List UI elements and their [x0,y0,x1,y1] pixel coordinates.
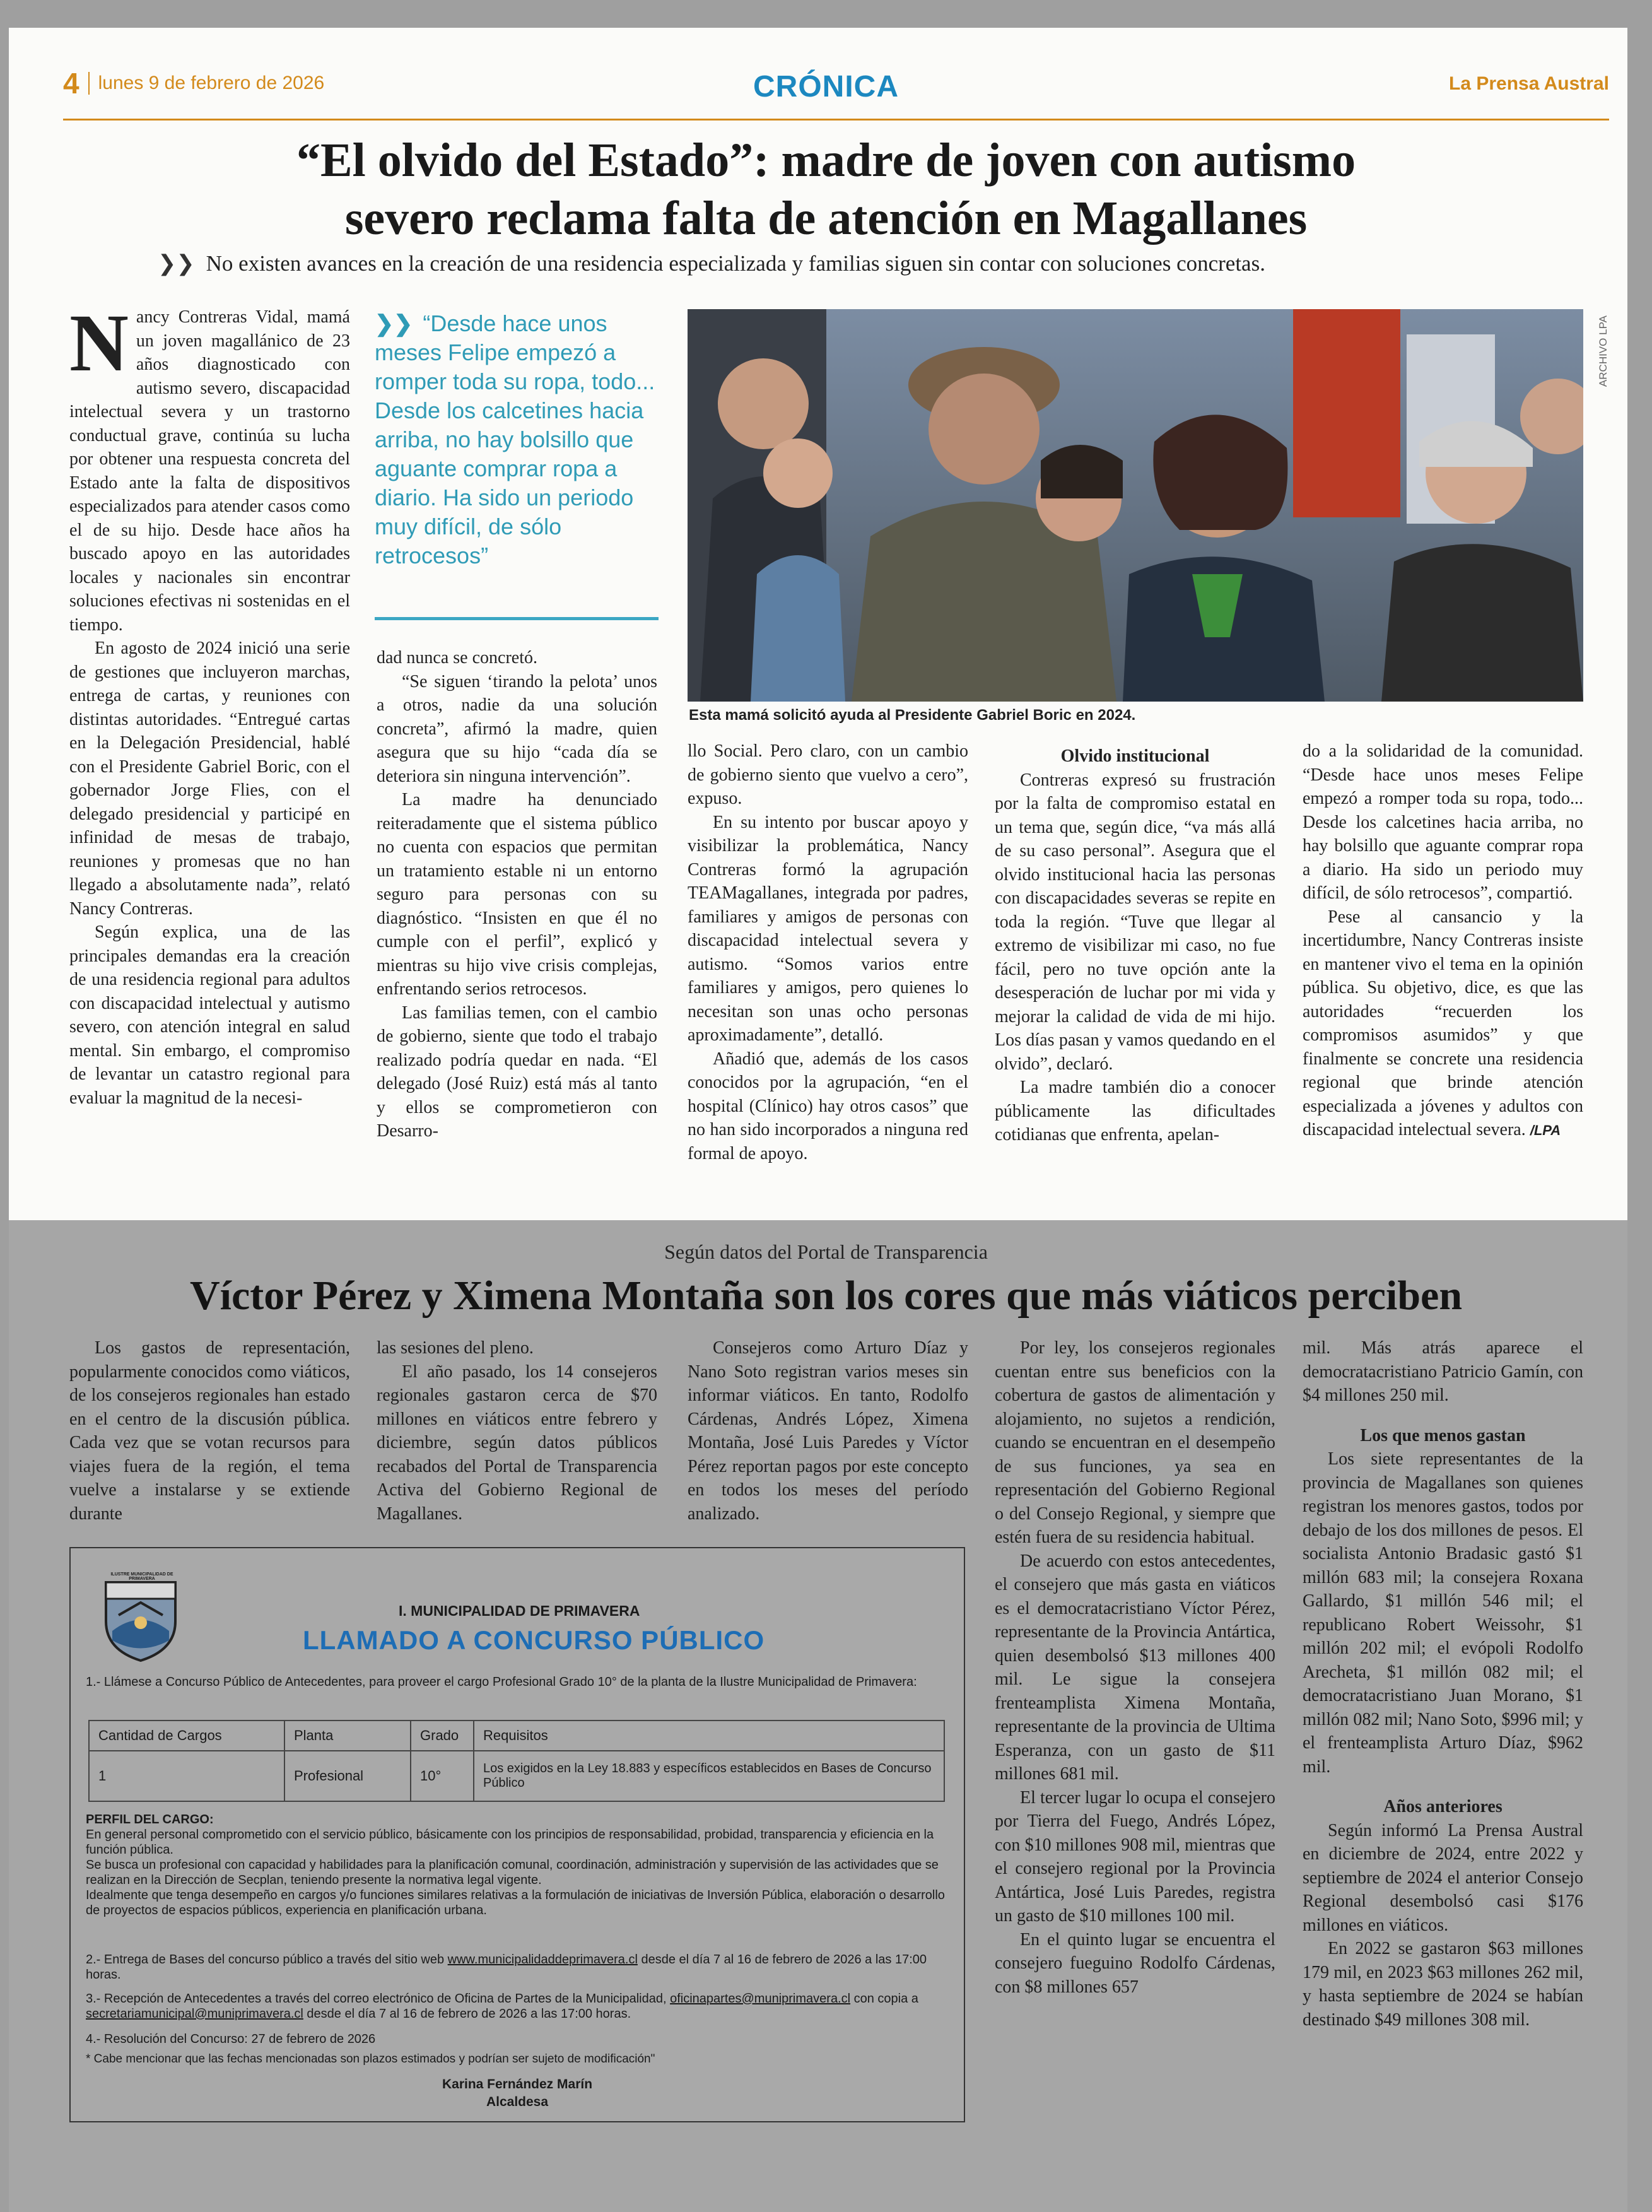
article-photo [688,309,1583,702]
table-row [89,1751,944,1801]
headline-line-2: severo reclama falta de atención en Magallanes [344,192,1308,245]
paragraph: “Se siguen ‘tirando la pelota’ unos a otros, nadie da una solución concreta”, afirmó la madre, quien asegura que su hijo “cada día se deteriora sin ninguna intervención”. [377,671,657,786]
table-header-cell: Requisitos [474,1721,944,1751]
ad-signature [71,2076,964,2111]
profile-item: Se busca un profesional con capacidad y habilidades para la planificación comunal, coordinación, administración y supervisión de las actividades que se realizan en la Dirección de Secplan, teniendo presente la normativa legal vigente. [86,1858,939,1887]
pull-quote [375,309,659,570]
article2-column-5 [1303,1336,1583,2032]
ad-item-4: 4.- Resolución del Concurso: 27 de febrero de 2026 [86,2032,376,2046]
paragraph: Contreras expresó su frustración por la falta de compromiso estatal en un tema que, según dice, “va más allá de su caso personal”. Asegura que el olvido institucional hacia las personas con discapacidades severas se repite en toda la región. “Tuve que llegar al extremo de visibilizar mi caso, no fue fácil, pero no tuve opción ante la desesperación de luchar por mi vida y mejorar la calidad de vida de mi hijo. Los días pasan y vamos quedando en el olvido”, declaró. [995,770,1275,1074]
section-title: CRÓNICA [753,70,899,103]
publication-name: La Prensa Austral [1449,73,1609,94]
ad-note: * Cabe mencionar que las fechas mencionadas son plazos estimados y podrían ser sujeto de modificación" [86,2052,655,2066]
table-cell: 1 [89,1751,284,1801]
municipal-ad [69,1547,965,2122]
ad-item-2: 2.- Entrega de Bases del concurso público a través del sitio web www.municipalidaddeprimavera.cl desde el día 7 al 16 de febrero de 2026 a las 17:00 horas. [86,1953,927,1982]
article2-kicker: Según datos del Portal de Transparencia [664,1240,988,1263]
paragraph: las sesiones del pleno. [377,1338,534,1358]
ad-title: LLAMADO A CONCURSO PÚBLICO [303,1625,765,1655]
table-cell: Los exigidos en la Ley 18.883 y específicos establecidos en Bases de Concurso Público [474,1751,944,1801]
photo-caption: Esta mamá solicitó ayuda al Presidente Gabriel Boric en 2024. [689,707,1136,724]
municipal-crest-icon [93,1571,188,1669]
ad-municipality: I. MUNICIPALIDAD DE PRIMAVERA [399,1603,640,1619]
profile-item: En general personal comprometido con el servicio público, básicamente con los principios de responsabilidad, probidad, transparencia y eficiencia en la función pública. [86,1828,934,1857]
photo-illustration [688,309,1583,702]
article1-column-2 [377,646,657,1143]
article-deck [158,251,1614,276]
paragraph: En su intento por buscar apoyo y visibilizar la problemática, Nancy Contreras formó la agrupación TEAMagallanes, integrada por padres, familiares y amigos de personas con discapacidad intelectual severa y autismo. “Somos varios entre familiares y amigos, pero quienes lo necesitan son unas ocho personas aproximadamente”, detalló. [688,812,968,1045]
paragraph: En agosto de 2024 inició una serie de gestiones que incluyeron marchas, entrega de cartas, y reuniones con distintas autoridades. “Entregué cartas en la Delegación Presidencial, hablé con el Presidente Gabriel Boric, con el gobernador Jorge Flies, con el delegado presidencial y participé en infinidad de mesas de trabajo, reuniones y promesas que no han llegado a absolutamente nada”, relató Nancy Contreras. [69,638,350,919]
headline-line-1: “El olvido del Estado”: madre de joven con autismo [296,134,1356,187]
paragraph: De acuerdo con estos antecedentes, el consejero que más gasta en viáticos es el democratacristiano Víctor Pérez, representante de la Provincia Antártica, quien desembolsó $13 millones 400 mil. Le sigue la consejera frenteamplista Ximena Montaña, representante de la provincia de Ultima Esperanza, con un gasto de $11 millones 681 mil. [995,1551,1275,1784]
paragraph: El año pasado, los 14 consejeros regionales gastaron cerca de $70 millones en viáticos entre febrero y diciembre, según datos públicos recabados del Portal de Transparencia Activa del Gobierno Regional de Magallanes. [377,1362,657,1524]
article-headline [0,131,1652,247]
signer-role: Alcaldesa [486,2095,549,2109]
drop-cap: N [69,298,129,389]
paragraph: Añadió que, además de los casos conocidos por la agrupación, “en el hospital (Clínico) hay otros casos” que no han sido incorporados a ninguna red formal de apoyo. [688,1049,968,1163]
ad-item-3: 3.- Recepción de Antecedentes a través del correo electrónico de Oficina de Partes de la Municipalidad, oficinapartes@muniprimavera.cl con copia a secretariamunicipal@muniprimavera.cl desde el día 7 al 16 de febrero de 2026 a las 17:00 horas. [86,1992,918,2021]
article2-column-1 [69,1336,350,1526]
article2-column-4 [995,1336,1275,1999]
subheading: Los que menos gastan [1360,1425,1526,1445]
paragraph: Las familias temen, con el cambio de gobierno, siente que todo el trabajo realizado podría quedar en nada. “El delegado (José Ruiz) está más al tanto y ellos se comprometieron con Desarro- [377,1003,657,1141]
email-link-secretaria[interactable]: secretariamunicipal@muniprimavera.cl [86,2007,303,2021]
paragraph: Los gastos de representación, popularmente conocidos como viáticos, de los consejeros regionales han estado en el centro de la discusión pública. Cada vez que se votan recursos para viajes fuera de la región, el tema vuelve a instalarse y se extiende durante [69,1338,350,1524]
profile-title: PERFIL DEL CARGO: [86,1813,214,1827]
paragraph: do a la solidaridad de la comunidad. “Desde hace unos meses Felipe empezó a romper toda su ropa, todo... Desde los calcetines hacia arriba, no hay bolsillo que aguante comprar ropa a diario. Ha sido un periodo muy difícil, de sólo retrocesos”, compartió. [1303,741,1583,903]
chevron-right-icon: ❯❯ [158,251,195,276]
paragraph: En el quinto lugar se encuentra el consejero fueguino Rodolfo Cárdenas, con $8 millones 657 [995,1929,1275,1997]
signer-name: Karina Fernández Marín [442,2077,593,2091]
article1-column-5 [1303,739,1583,1143]
table-header-row [89,1721,944,1751]
paragraph: El tercer lugar lo ocupa el consejero por Tierra del Fuego, Andrés López, con $10 millones 908 mil, mientras que el consejero regional por la Provincia Antártica, José Luis Paredes, registra un gasto de $10 millones 100 mil. [995,1787,1275,1926]
profile-item: Idealmente que tenga desempeño en cargos y/o funciones similares relativas a la formulación de iniciativas de Inversión Pública, elaboración o desarrollo de proyectos de espacios públicos, experiencia en planificación urbana. [86,1888,945,1917]
paragraph: dad nunca se concretó. [377,648,537,668]
article2-column-2 [377,1336,657,1526]
email-link-partes[interactable]: oficinapartes@muniprimavera.cl [670,1992,851,2006]
paragraph: mil. Más atrás aparece el democratacristiano Patricio Gamín, con $4 millones 250 mil. [1303,1338,1583,1405]
paragraph: Pese al cansancio y la incertidumbre, Nancy Contreras insiste en mantener vivo el tema en la opinión pública. Su objetivo, dice, es que las autoridades “recuerden los compromisos asumidos” y que finalmente se concrete una residencia regional que brinde atención especializada a jóvenes y adultos con discapacidad intelectual severa. /LPA [1303,907,1583,1139]
paragraph: Los siete representantes de la provincia de Magallanes son quienes registran los menores gastos, todos por debajo de los dos millones de pesos. El socialista Antonio Bradasic gastó $1 millón 683 mil; la consejera Roxana Gallardo, $1 millón 546 mil; el republicano Robert Weissohr, $1 millón 202 mil; el evópoli Rodolfo Arecheta, $1 millón 082 mil; el democratacristiano Juan Morano, $1 millón 082 mil; Nano Soto, $996 mil; y el frenteamplista Arturo Díaz, $962 mil. [1303,1449,1583,1777]
paragraph: llo Social. Pero claro, con un cambio de gobierno siento que vuelvo a cero”, expuso. [688,741,968,808]
article1-column-4 [995,742,1275,1147]
paragraph: Consejeros como Arturo Díaz y Nano Soto registran varios meses sin informar viáticos. En tanto, Rodolfo Cárdenas, Andrés López, Ximena Montaña, José Luis Paredes y Víctor Pérez reportan pagos por este concepto en todos los meses del período analizado. [688,1338,968,1524]
paragraph: Por ley, los consejeros regionales cuentan entre sus beneficios con la cobertura de gastos de alimentación y alojamiento, no sujetos a rendición, cuando se encuentran en el desempeño de sus funciones, ya sea en representación del Gobierno Regional o del Consejo Regional, y siempre que estén fuera de su residencia habitual. [995,1338,1275,1547]
paragraph: En 2022 se gastaron $63 millones 179 mil, en 2023 $63 millones 262 mil, y hasta septiembre de 2024 se habían destinado $49 millones 308 mil. [1303,1939,1583,2030]
deck-text: No existen avances en la creación de una residencia especializada y familias siguen sin contar con soluciones concretas. [206,251,1265,276]
paragraph: La madre ha denunciado reiteradamente que el sistema público no cuenta con espacios que permitan un tratamiento estable ni un entorno seguro para personas con su diagnóstico. “Insisten en que él no cumple con el perfil”, explicó y mientras su hijo vive crisis complejas, enfrentando serios retrocesos. [377,790,657,999]
issue-date: lunes 9 de febrero de 2026 [98,73,325,93]
subheading: Años anteriores [1383,1797,1503,1816]
quote-chevron-icon: ❯❯ [375,310,413,336]
ad-item-1: 1.- Llámese a Concurso Público de Antecedentes, para proveer el cargo Profesional Grado 10° de la planta de la Ilustre Municipalidad de Primavera: [86,1675,917,1689]
table-header-cell: Grado [411,1721,474,1751]
table-cell: 10° [411,1751,474,1801]
positions-table [88,1720,945,1802]
pull-quote-text: “Desde hace unos meses Felipe empezó a romper toda su ropa, todo... Desde los calcetines hacia arriba, no hay bolsillo que aguante comprar ropa a diario. Ha sido un periodo muy difícil, de sólo retrocesos” [375,310,655,568]
header-rule [63,119,1609,121]
article1-column-1 [69,298,350,1110]
page-number: 4 [63,67,79,100]
article1-column-3 [688,739,968,1165]
table-header-cell: Cantidad de Cargos [89,1721,284,1751]
paragraph: Según explica, una de las principales demandas era la creación de una residencia regional para adultos con discapacidad intelectual y autismo severo, con atención integral en salud mental. Sin embargo, el compromiso de levantar un catastro regional para evaluar la magnitud de la necesi- [69,922,350,1108]
article2-column-3 [688,1336,968,1526]
paragraph: La madre también dio a conocer públicamente las dificultades cotidianas que enfrenta, apelan- [995,1078,1275,1144]
author-signature: /LPA [1530,1122,1561,1138]
paragraph: Nancy Contreras Vidal, mamá un joven magallánico de 23 años diagnosticado con autismo severo, discapacidad intelectual severa y un trastorno conductual grave, continúa su lucha por obtener una respuesta concreta del Estado ante la falta de dispositivos especializados para atender casos como el de su hijo. Desde hace años ha buscado apoyo en las autoridades locales y nacionales sin encontrar soluciones efectivas ni sostenidas en el tiempo. [69,298,350,635]
crest-text: ILUSTRE MUNICIPALIDAD DE PRIMAVERA [110,1572,173,1581]
pull-quote-rule [375,617,659,620]
table-header-cell: Planta [284,1721,411,1751]
website-link[interactable]: www.municipalidaddeprimavera.cl [447,1953,638,1967]
photo-credit: ARCHIVO LPA [1597,315,1609,387]
paragraph: Según informó La Prensa Austral en diciembre de 2024, entre 2022 y septiembre de 2024 el anterior Consejo Regional desembolsó casi $176 millones en viáticos. [1303,1820,1583,1935]
subheading: Olvido institucional [1060,746,1210,766]
article2-headline: Víctor Pérez y Ximena Montaña son los cores que más viáticos perciben [189,1273,1463,1319]
ad-profile [86,1812,947,1918]
table-cell: Profesional [284,1751,411,1801]
